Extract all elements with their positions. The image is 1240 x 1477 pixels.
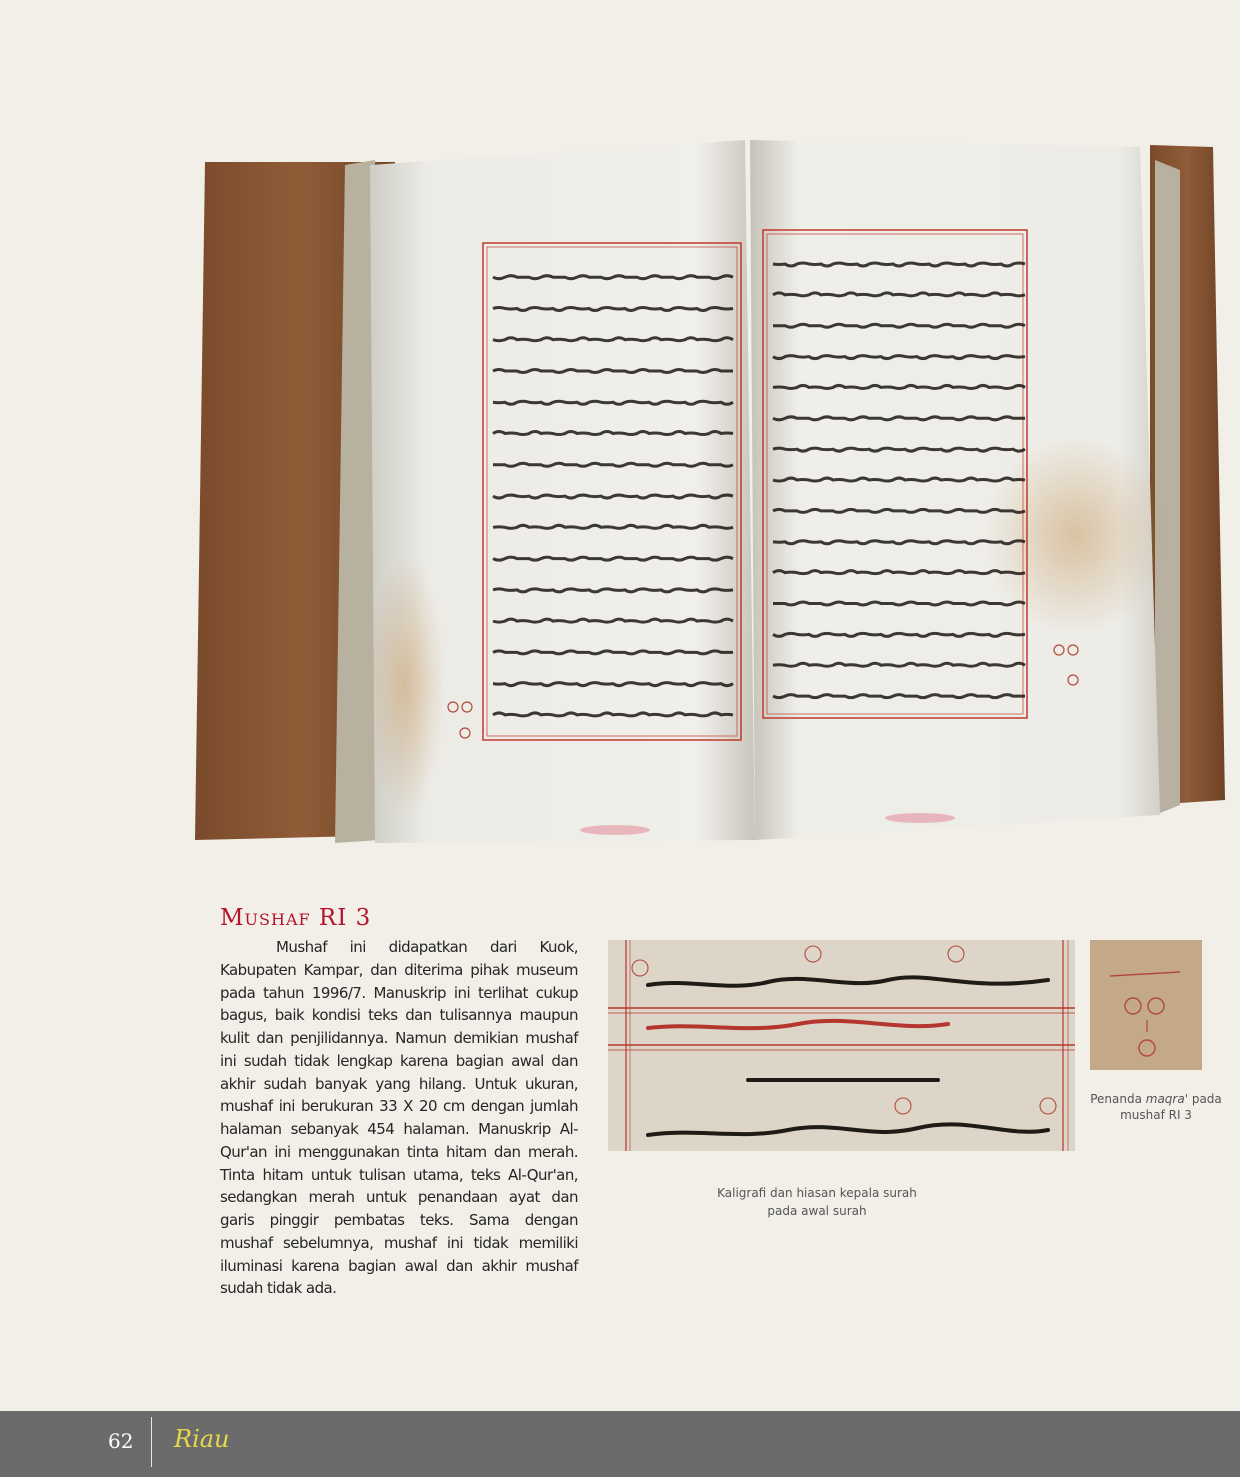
open-manuscript-photo (195, 125, 1230, 865)
maqra-marker-caption (1080, 1091, 1232, 1123)
script-line (493, 463, 733, 466)
caption-term: maqra' (1145, 1092, 1189, 1106)
script-line (493, 276, 733, 279)
page-number: 62 (108, 1429, 134, 1453)
calligraphy-photo (608, 940, 1075, 1151)
caption-suffix: pada mushaf RI 3 (1120, 1092, 1222, 1122)
footer-region-label: Riau (174, 1425, 230, 1453)
page-footer (0, 1411, 1240, 1477)
article-body: Mushaf ini didapatkan dari Kuok, Kabupaten Kampar, dan diterima pihak museum pada tahun 1996/7. Manuskrip ini terlihat cukup bagus, baik kondisi teks dan tulisannya maupun kulit dan penjilidannya. Namun demikian mushaf ini sudah tidak lengkap karena bagian awal dan akhir sudah banyak yang hilang. Untuk ukuran, mushaf ini berukuran 33 X 20 cm dengan jumlah halaman sebanyak 454 halaman. Manuskrip Al-Qur'an ini menggunakan tinta hitam dan merah. Tinta hitam untuk tulisan utama, teks Al-Qur'an, sedangkan merah untuk penandaan ayat dan garis pinggir pembatas teks. Sama dengan mushaf sebelumnya, mushaf ini tidak memiliki iluminasi karena bagian awal dan akhir mushaf sudah tidak ada. (220, 938, 578, 1298)
script-line (493, 651, 733, 654)
maqra-marker-photo (1090, 940, 1202, 1070)
caption-prefix: Penanda (1090, 1092, 1146, 1106)
calligraphy-caption: Kaligrafi dan hiasan kepala surah pada awal surah (717, 1186, 917, 1218)
footer-divider (151, 1417, 152, 1467)
script-line (493, 369, 733, 372)
section-title: Mushaf RI 3 (220, 905, 372, 931)
script-line (493, 557, 733, 560)
